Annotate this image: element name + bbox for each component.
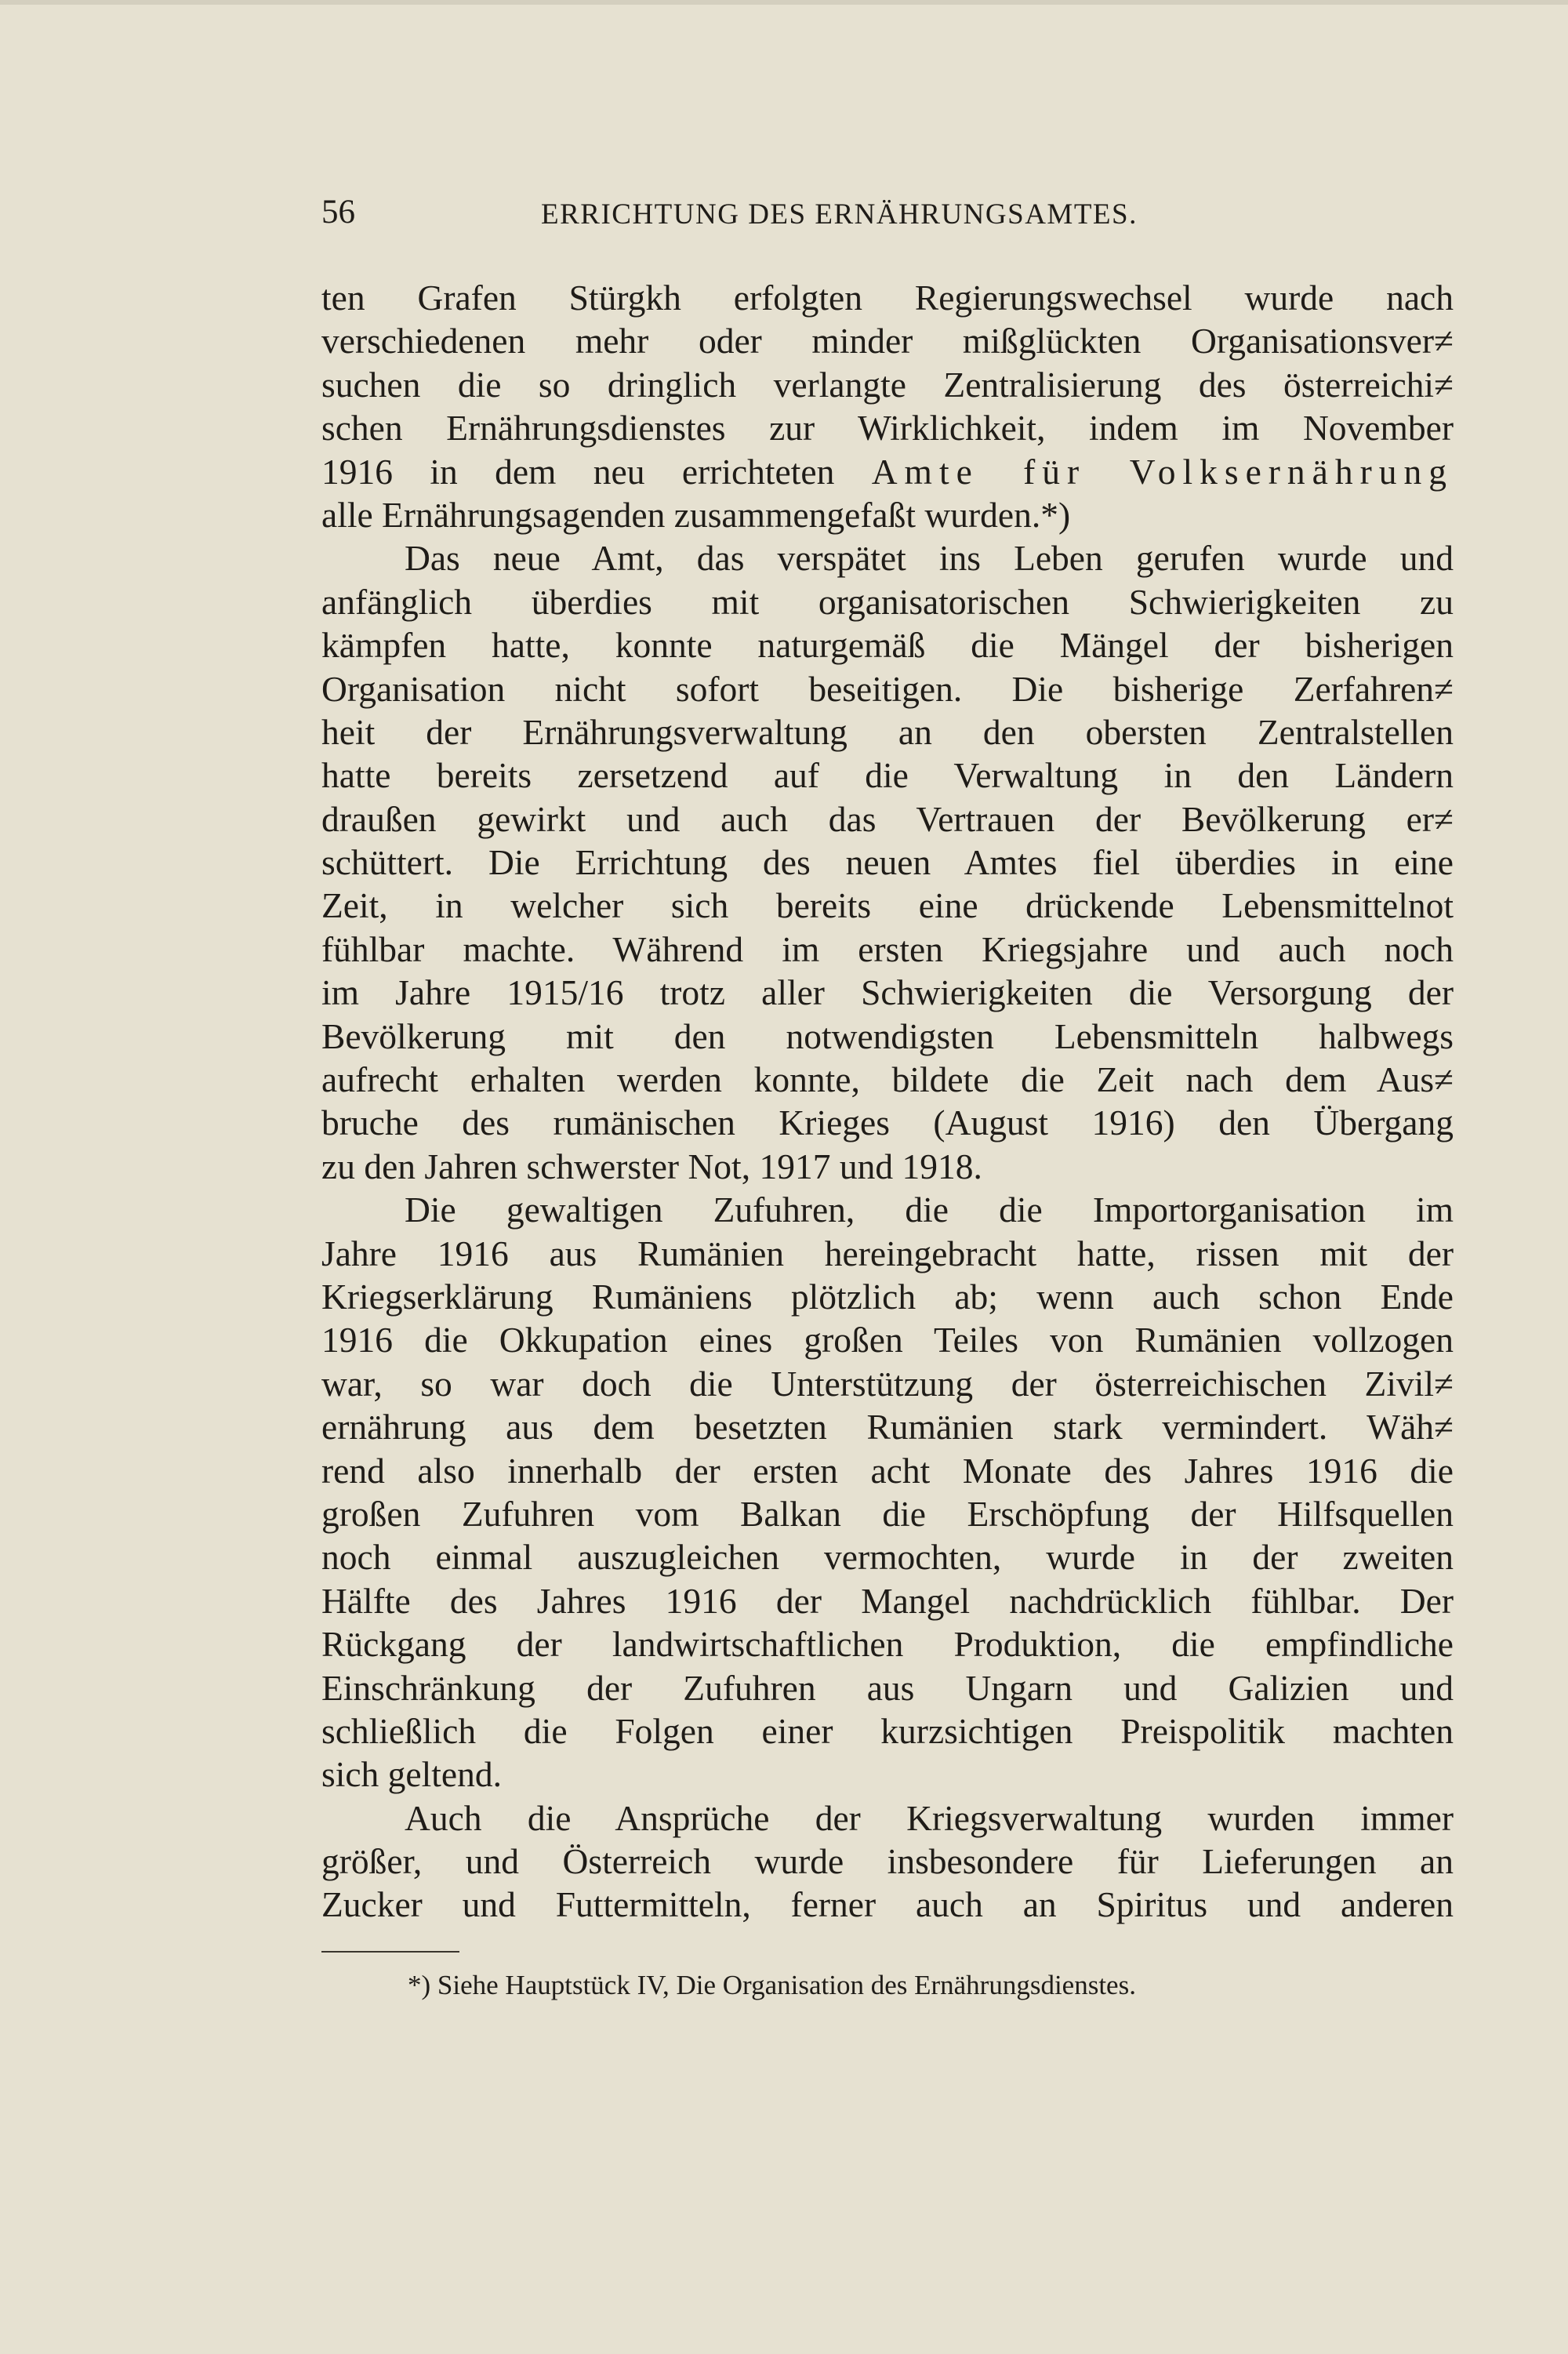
text-line: rend also innerhalb der ersten acht Monate des Jahres 1916 die — [321, 1450, 1454, 1491]
text-line: Kriegserklärung Rumäniens plötzlich ab; wenn auch schon Ende — [321, 1276, 1454, 1317]
paragraph-start: Die gewaltigen Zufuhren, die die Importorganisation im — [405, 1190, 1454, 1230]
text-line: Einschränkung der Zufuhren aus Ungarn und Galizien und — [321, 1667, 1454, 1708]
paragraph-start: Auch die Ansprüche der Kriegsverwaltung wurden immer — [405, 1797, 1454, 1838]
paragraph-start: Das neue Amt, das verspätet ins Leben gerufen wurde und — [405, 538, 1454, 579]
emphasized-title: Amte für Volksernährung — [871, 451, 1454, 492]
text-line: Bevölkerung mit den notwendigsten Lebensmitteln halbwegs — [321, 1015, 1454, 1056]
text-line: noch einmal auszugleichen vermochten, wurde in der zweiten — [321, 1537, 1454, 1578]
text-line: suchen die so dringlich verlangte Zentralisierung des österreichi≠ — [321, 364, 1454, 405]
text-line: heit der Ernährungsverwaltung an den obersten Zentralstellen — [321, 711, 1454, 752]
text-line: draußen gewirkt und auch das Vertrauen der Bevölkerung er≠ — [321, 798, 1454, 839]
text-line: größer, und Österreich wurde insbesondere für Lieferungen an — [321, 1841, 1454, 1882]
text-line: großen Zufuhren vom Balkan die Erschöpfung der Hilfsquellen — [321, 1493, 1454, 1534]
text-line: aufrecht erhalten werden konnte, bildete die Zeit nach dem Aus≠ — [321, 1059, 1454, 1100]
running-head — [321, 193, 1231, 240]
running-title: ERRICHTUNG DES ERNÄHRUNGSAMTES. — [541, 198, 1138, 231]
text-line: fühlbar machte. Während im ersten Kriegsjahre und auch noch — [321, 928, 1454, 969]
text-line: Rückgang der landwirtschaftlichen Produktion, die empfindliche — [321, 1624, 1454, 1665]
text-line: schließlich die Folgen einer kurzsichtigen Preispolitik machten — [321, 1710, 1454, 1751]
text-line: Zeit, in welcher sich bereits eine drückende Lebensmittelnot — [321, 885, 1454, 926]
text-line: im Jahre 1915/16 trotz aller Schwierigkeiten die Versorgung der — [321, 972, 1454, 1013]
text-line: ernährung aus dem besetzten Rumänien stark vermindert. Wäh≠ — [321, 1407, 1454, 1448]
text-line-with-emphasis — [321, 450, 1454, 493]
text-line: Hälfte des Jahres 1916 der Mangel nachdrücklich fühlbar. Der — [321, 1580, 1454, 1621]
body-text — [321, 276, 1454, 1927]
page-number: 56 — [321, 194, 355, 231]
text-line: anfänglich überdies mit organisatorischen Schwierigkeiten zu — [321, 581, 1454, 622]
text-line: war, so war doch die Unterstützung der österreichischen Zivil≠ — [321, 1363, 1454, 1404]
text-line: ten Grafen Stürgkh erfolgten Regierungswechsel wurde nach — [321, 278, 1454, 318]
text-line: hatte bereits zersetzend auf die Verwaltung in den Ländern — [321, 755, 1454, 796]
text-segment: 1916 in dem neu errichteten — [321, 451, 835, 492]
text-line: sich geltend. — [321, 1754, 502, 1795]
text-line: zu den Jahren schwerster Not, 1917 und 1918. — [321, 1146, 982, 1186]
page-top-edge — [0, 0, 1568, 5]
text-line: schüttert. Die Errichtung des neuen Amtes fiel überdies in eine — [321, 842, 1454, 883]
footnote-divider — [321, 1951, 459, 1953]
text-line: alle Ernährungsagenden zusammengefaßt wurden.*) — [321, 494, 1071, 535]
text-line: Jahre 1916 aus Rumänien hereingebracht hatte, rissen mit der — [321, 1233, 1454, 1273]
text-line: verschiedenen mehr oder minder mißglückten Organisationsver≠ — [321, 321, 1454, 361]
text-line: bruche des rumänischen Krieges (August 1916) den Übergang — [321, 1103, 1454, 1143]
text-line: Organisation nicht sofort beseitigen. Die bisherige Zerfahren≠ — [321, 668, 1454, 709]
text-line: 1916 die Okkupation eines großen Teiles von Rumänien vollzogen — [321, 1320, 1454, 1360]
text-line: schen Ernährungsdienstes zur Wirklichkeit, indem im November — [321, 408, 1454, 449]
text-line: Zucker und Futtermitteln, ferner auch an Spiritus und anderen — [321, 1884, 1454, 1925]
footnote: *) Siehe Hauptstück IV, Die Organisation des Ernährungsdienstes. — [408, 1970, 1136, 2000]
text-line: kämpfen hatte, konnte naturgemäß die Mängel der bisherigen — [321, 625, 1454, 666]
